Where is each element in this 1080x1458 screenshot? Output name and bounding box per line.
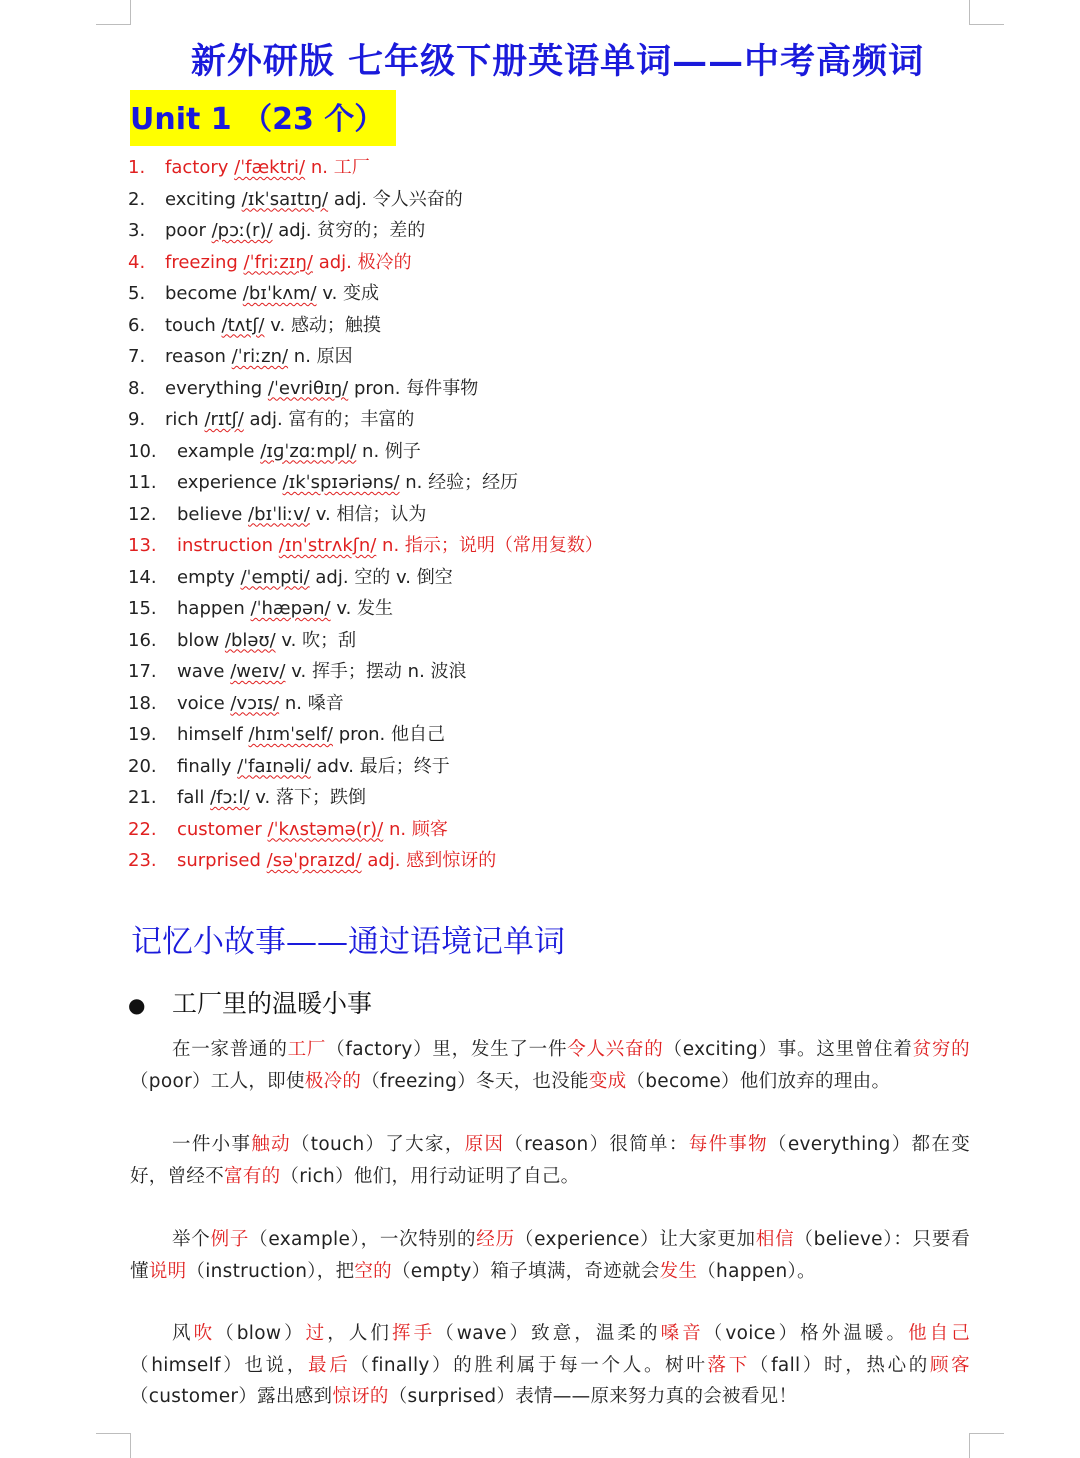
vocab-word: finally [177,755,232,777]
vocab-meaning: 最后；终于 [359,755,450,777]
vocab-word: factory [165,157,229,178]
story-text: （rich）他们，用行动证明了自己。 [280,1165,580,1187]
document-title: 新外研版 七年级下册英语单词——中考高频词 [190,41,925,82]
vocab-phonetic: /weɪv/ [230,661,286,682]
story-text: （exciting）事。这里曾住着 [663,1039,913,1060]
vocab-phonetic: /ˈkʌstəmə(r)/ [267,818,384,840]
vocab-item [128,656,603,688]
vocab-word: instruction [177,535,274,556]
vocab-word: exciting [165,188,236,210]
vocabulary-list [128,152,603,877]
vocab-meaning: 经验；经历 [428,472,519,493]
keyword-highlight: 工厂 [287,1039,327,1060]
vocab-item [128,562,603,594]
keyword-highlight: 嗓音 [660,1323,704,1344]
vocab-number: 7. [128,346,146,367]
vocab-word: become [165,283,238,304]
story-text: ，人们 [327,1323,393,1344]
vocab-meaning: 富有的；丰富的 [288,409,415,430]
vocab-part-of-speech: v. [336,598,352,619]
story-heading: 记忆小故事——通过语境记单词 [131,924,565,960]
story-text: （blow） [215,1323,306,1344]
vocab-phonetic: /ˈevriθɪŋ/ [267,377,349,399]
vocab-part-of-speech: v. [270,314,286,336]
story-text: （become）他们放弃的理由。 [626,1070,891,1092]
vocab-item [128,310,603,342]
vocab-item [128,688,603,720]
vocab-meaning: 变成 [343,283,380,304]
vocab-item [128,467,603,499]
keyword-highlight: 空的 [354,1260,392,1282]
story-paragraph [130,1129,970,1192]
keyword-highlight: 令人兴奋的 [567,1039,664,1060]
story-subheading-text: 工厂里的温暖小事 [172,989,373,1018]
vocab-meaning: 令人兴奋的 [372,188,463,210]
vocab-part-of-speech: adj. [278,220,312,241]
keyword-highlight: 最后 [308,1354,351,1376]
story-text: 一件小事 [172,1134,252,1155]
vocab-number: 4. [128,251,146,273]
vocab-part-of-speech: v. [315,503,331,525]
vocab-item [128,341,603,373]
vocab-word: everything [165,377,263,399]
vocab-phonetic: /pɔː(r)/ [211,220,273,241]
vocab-word: wave [177,661,225,682]
story-text: （experience）让大家更加 [514,1229,756,1250]
vocab-part-of-speech: n. [382,535,400,556]
keyword-highlight: 触动 [251,1134,291,1155]
vocab-phonetic: /ɪnˈstrʌkʃn/ [278,535,377,556]
vocab-word: happen [177,598,245,619]
vocab-item [128,751,603,783]
story-text: 举个 [172,1229,211,1250]
vocab-phonetic: /ˈfæktri/ [234,157,306,178]
vocab-phonetic: /bləʊ/ [224,629,276,651]
vocab-word: blow [177,629,220,651]
vocab-item [128,247,603,279]
vocab-part-of-speech: pron. [338,724,386,745]
vocab-number: 20. [128,755,157,777]
vocab-meaning: 发生 [357,598,394,619]
vocab-number: 11. [128,472,157,493]
vocab-number: 23. [128,850,157,871]
vocab-part-of-speech: v. [291,661,307,682]
vocab-number: 14. [128,566,157,588]
keyword-highlight: 例子 [210,1229,250,1250]
vocab-part-of-speech: n. [293,346,311,367]
keyword-highlight: 挥手 [392,1323,436,1344]
vocab-item [128,436,603,468]
vocab-phonetic: /ɪɡˈzɑːmpl/ [260,440,357,462]
keyword-highlight: 变成 [588,1070,627,1092]
vocab-number: 9. [128,409,146,430]
vocab-number: 18. [128,692,157,714]
vocab-number: 3. [128,220,146,241]
vocab-number: 1. [128,157,146,178]
story-paragraph [130,1034,970,1097]
vocab-part-of-speech: v. [281,629,297,651]
vocab-item [128,719,603,751]
vocab-part-of-speech: adj. [318,251,352,273]
vocab-part-of-speech: n. [405,472,423,493]
story-text: （reason）很简单： [504,1134,689,1155]
story-text: （example），一次特别的 [249,1229,477,1250]
vocab-meaning: 落下；跌倒 [275,787,366,808]
vocab-phonetic: /ˈhæpən/ [250,598,331,619]
vocab-phonetic: /tʌtʃ/ [221,314,265,336]
keyword-highlight: 他自己 [908,1323,971,1344]
vocab-meaning: 挥手；摆动 n. 波浪 [311,661,467,682]
vocab-word: freezing [165,251,238,273]
story-text: （believe）：只要看懂 [130,1229,970,1282]
story-text: （wave）致意，温柔的 [435,1323,661,1344]
vocab-phonetic: /vɔɪs/ [230,692,280,714]
vocab-item [128,184,603,216]
story-text: （empty）箱子填满，奇迹就会 [391,1260,660,1282]
vocab-part-of-speech: adv. [316,755,354,777]
vocab-part-of-speech: n. [310,157,328,178]
vocab-word: poor [165,220,206,241]
keyword-highlight: 富有的 [224,1165,281,1187]
vocab-meaning: 相信；认为 [336,503,427,525]
vocab-number: 21. [128,787,157,808]
story-text: （instruction），把 [186,1260,355,1282]
vocab-item [128,278,603,310]
vocab-number: 12. [128,503,157,525]
vocab-part-of-speech: pron. [353,377,401,399]
vocab-part-of-speech: n. [362,440,380,462]
unit-heading: Unit 1 （23 个） [130,90,396,146]
bullet-icon: ● [128,993,146,1017]
vocab-number: 17. [128,661,157,682]
story-text: （poor）工人，即使 [130,1070,305,1092]
page-corner-mark [969,0,1004,25]
vocab-word: rich [165,409,199,430]
vocab-number: 13. [128,535,157,556]
keyword-highlight: 过 [305,1323,328,1344]
vocab-phonetic: /ˈriːzn/ [231,346,289,367]
vocab-phonetic: /rɪtʃ/ [204,409,244,430]
keyword-highlight: 每件事物 [688,1134,769,1155]
story-text: （touch）了大家， [290,1134,465,1155]
vocab-word: reason [165,346,226,367]
vocab-part-of-speech: adj. [367,850,401,871]
vocab-phonetic: /ˈempti/ [240,566,310,588]
keyword-highlight: 说明 [148,1260,187,1282]
keyword-highlight: 原因 [464,1134,505,1155]
vocab-number: 22. [128,818,157,840]
vocab-number: 5. [128,283,146,304]
story-text: （voice）格外温暖。 [703,1323,909,1344]
vocab-meaning: 顾客 [411,818,448,840]
vocab-meaning: 感动；触摸 [290,314,381,336]
keyword-highlight: 发生 [659,1260,698,1282]
vocab-item [128,404,603,436]
story-text: （everything）都在变好，曾经不 [130,1134,971,1187]
vocab-phonetic: /ɪkˈsaɪtɪŋ/ [241,188,329,210]
vocab-meaning: 指示；说明（常用复数） [404,535,603,556]
vocab-word: surprised [177,850,261,871]
vocab-item [128,625,603,657]
vocab-meaning: 空的 v. 倒空 [354,566,453,588]
vocab-word: example [177,440,255,462]
vocab-number: 8. [128,377,146,399]
vocab-item [128,373,603,405]
vocab-phonetic: /hɪmˈself/ [248,724,333,745]
vocab-number: 16. [128,629,157,651]
story-paragraph [130,1224,970,1287]
vocab-phonetic: /ˈfaɪnəli/ [237,755,311,777]
vocab-item [128,782,603,814]
story-text: （customer）露出感到 [130,1386,333,1407]
story-text: （himself）也说， [130,1354,309,1376]
vocab-phonetic: /ˈfriːzɪŋ/ [243,251,313,273]
story-text: 在一家普通的 [172,1039,288,1060]
vocab-word: himself [177,724,243,745]
keyword-highlight: 落下 [707,1354,750,1376]
vocab-word: voice [177,692,225,714]
vocab-word: customer [177,818,262,840]
vocab-phonetic: /səˈpraɪzd/ [266,850,362,871]
keyword-highlight: 极冷的 [304,1070,362,1092]
story-text: （happen）。 [697,1260,816,1282]
vocab-meaning: 原因 [316,346,353,367]
vocab-item [128,814,603,846]
story-text: （surprised）表情——原来努力真的会被看见！ [388,1386,798,1407]
vocab-phonetic: /ɪkˈspɪəriəns/ [282,472,400,493]
vocab-part-of-speech: n. [388,818,407,840]
vocab-part-of-speech: n. [284,692,302,714]
vocab-word: fall [177,787,205,808]
vocab-phonetic: /bɪˈkʌm/ [242,283,317,304]
keyword-highlight: 经历 [476,1229,515,1250]
page-corner-mark [969,1433,1004,1458]
story-paragraph [130,1318,970,1413]
vocab-item [128,530,603,562]
keyword-highlight: 贫穷的 [912,1039,970,1060]
vocab-part-of-speech: v. [322,283,338,304]
vocab-number: 6. [128,314,146,336]
keyword-highlight: 相信 [755,1229,795,1250]
page-corner-mark [96,0,131,25]
vocab-word: experience [177,472,277,493]
vocab-item [128,845,603,877]
keyword-highlight: 顾客 [929,1354,970,1376]
vocab-word: touch [165,314,216,336]
vocab-meaning: 感到惊讶的 [406,850,497,871]
vocab-meaning: 极冷的 [357,251,412,273]
vocab-meaning: 吹；刮 [302,629,357,651]
vocab-item [128,593,603,625]
story-subheading [128,984,372,1020]
vocab-part-of-speech: adj. [249,409,283,430]
vocab-item [128,499,603,531]
vocab-number: 2. [128,188,146,210]
vocab-part-of-speech: v. [255,787,271,808]
vocab-meaning: 例子 [384,440,421,462]
vocab-item [128,152,603,184]
keyword-highlight: 吹 [193,1323,216,1344]
vocab-word: believe [177,503,243,525]
page-corner-mark [96,1433,131,1458]
vocab-number: 15. [128,598,157,619]
vocab-phonetic: /fɔːl/ [210,787,250,808]
vocab-part-of-speech: adj. [333,188,367,210]
vocab-meaning: 工厂 [333,157,370,178]
vocab-meaning: 贫穷的；差的 [317,220,426,241]
vocab-meaning: 他自己 [391,724,446,745]
story-text: 风 [172,1323,194,1344]
vocab-number: 10. [128,440,157,462]
vocab-item [128,215,603,247]
story-text: （freezing）冬天，也没能 [361,1070,589,1092]
story-text: （factory）里，发生了一件 [326,1039,568,1060]
story-text: （fall）时，热心的 [749,1354,930,1376]
vocab-part-of-speech: adj. [315,566,349,588]
keyword-highlight: 惊讶的 [332,1386,389,1407]
vocab-number: 19. [128,724,157,745]
vocab-meaning: 嗓音 [307,692,344,714]
vocab-meaning: 每件事物 [406,377,479,399]
vocab-word: empty [177,566,235,588]
story-text: （finally）的胜利属于每一个人。树叶 [350,1354,708,1376]
vocab-phonetic: /bɪˈliːv/ [248,503,310,525]
